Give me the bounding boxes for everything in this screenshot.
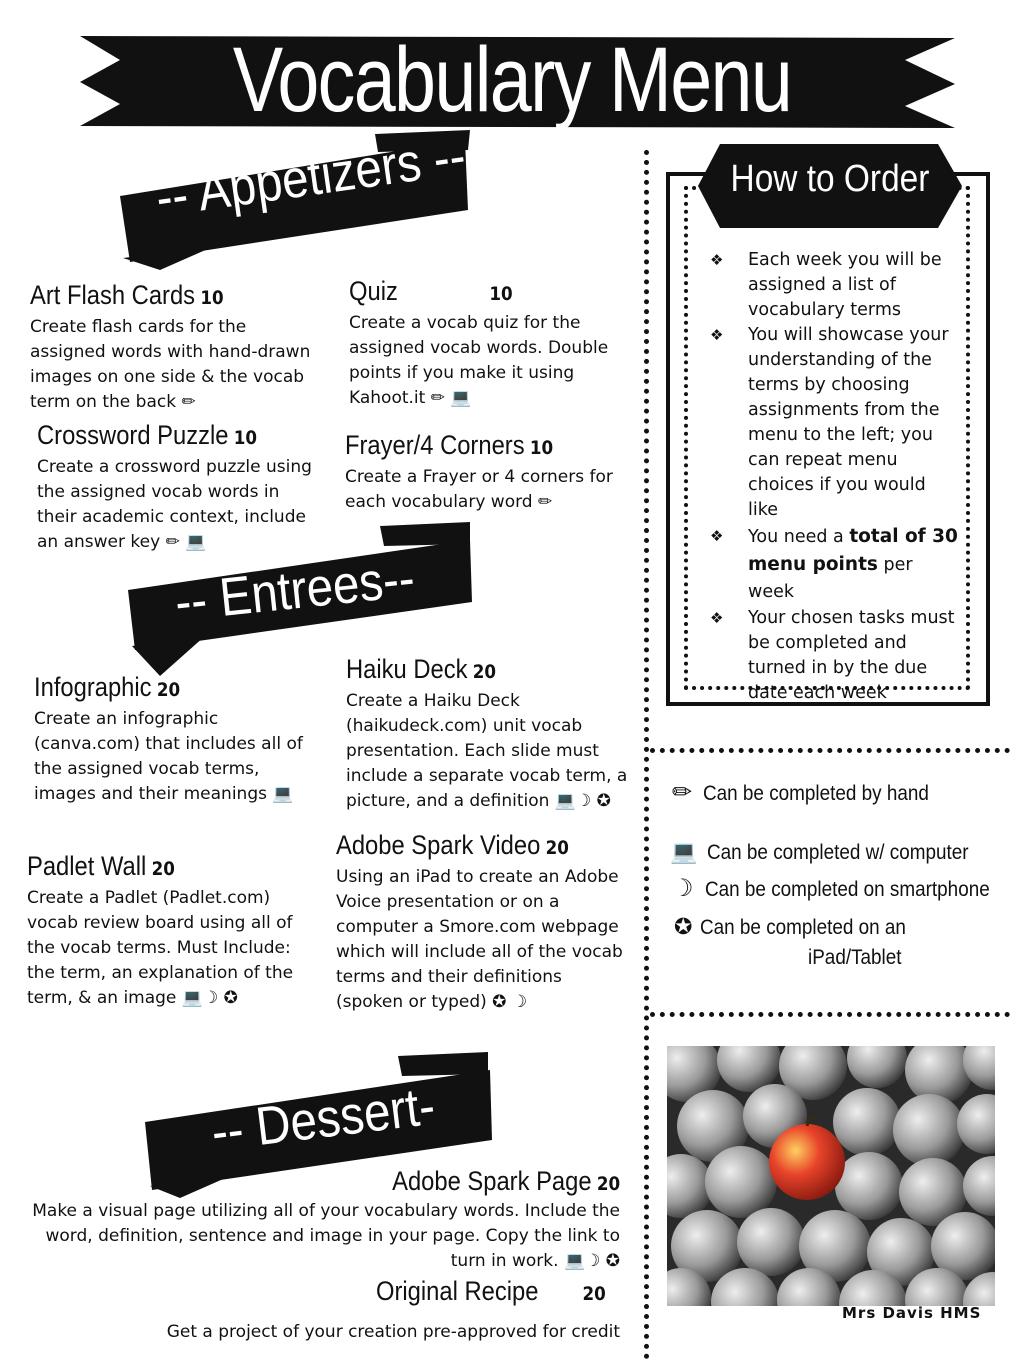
item-title: Haiku Deck [346,654,468,684]
how-to-order-label-shape [0,0,1024,240]
vertical-divider [644,150,649,1360]
item-title: Art Flash Cards [30,280,196,310]
diamond-bullet-icon: ❖ [710,251,724,269]
item-points: 20 [472,661,497,683]
item-title: Frayer/4 Corners [345,430,525,460]
item-desc: Create a vocab quiz for the assigned vocab words. Double points if you make it using Kahoot.it [349,313,609,408]
pencil-icon: ✏ [672,778,693,806]
hand-icon: ✏ [537,492,553,512]
diamond-bullet-icon: ❖ [710,527,724,545]
legend-ipad: ✪ Can be completed on an [674,915,906,940]
diamond-bullet-icon: ❖ [710,609,724,627]
ipad-phone-icon: ✪ ☽ [492,992,528,1012]
item-desc: Create an infographic (canva.com) that includes all of the assigned vocab terms, images and their meanings [34,709,303,804]
item-title: Infographic [34,672,152,702]
item-desc: Create a Frayer or 4 corners for each vocabulary word [345,467,613,512]
item-desc: Create flash cards for the assigned words with hand-drawn images on one side & the vocab term on the back [30,317,311,412]
item-desc: Using an iPad to create an Adobe Voice presentation or on a computer a Smore.com webpage which will include all of the vocab terms and their definitions (spoken or typed) [336,867,623,1012]
item-title: Padlet Wall [27,851,147,881]
how-to-order-item: ❖ You need a total of 30 menu points per week [702,523,958,606]
legend-smartphone: ☽ Can be completed on smartphone [672,874,990,902]
item-points: 10 [200,287,224,309]
tablet-icon: ✪ [674,915,693,940]
item-points: 20 [596,1173,620,1195]
computer-phone-ipad-icon: 💻☽ ✪ [181,988,238,1008]
hand-computer-icon: ✏ 💻 [430,388,472,408]
item-title: Original Recipe [376,1276,539,1306]
item-points: 20 [582,1283,606,1305]
red-apple [769,1124,845,1200]
item-points: 20 [156,679,181,701]
entrees-heading: -- Entrees-- [172,547,418,633]
dessert-heading: -- Dessert- [208,1075,439,1163]
apples-photo [667,1046,995,1306]
item-points: 20 [545,837,569,859]
item-original-recipe-desc: Get a project of your creation pre-approved for credit [166,1322,620,1342]
page-title: Vocabulary Menu [232,29,792,131]
item-desc: Make a visual page utilizing all of your vocabulary words. Include the word, definition, sentence and image in your page. Copy the link to turn in work. [32,1201,620,1271]
smartphone-icon: ☽ [672,874,694,902]
how-to-order-title: How to Order [730,158,930,200]
item-desc: Create a Haiku Deck (haikudeck.com) unit vocab presentation. Each slide must include a separate vocab term, a picture, and a definition [346,691,628,811]
hand-computer-icon: ✏ 💻 [165,532,207,552]
divider-legend-top [650,748,1010,753]
how-to-order-item: ❖ Your chosen tasks must be completed and turned in by the due date each week [710,608,955,703]
divider-legend-bottom [650,1012,1010,1017]
legend-computer: 💻 Can be completed w/ computer [670,840,969,865]
item-title: Adobe Spark Video [336,830,541,860]
item-points: 10 [233,427,258,449]
item-original-recipe-heading [376,1276,626,1307]
item-desc: Create a Padlet (Padlet.com) vocab review board using all of the vocab terms. Must Include: the term, an explanation of the term, & an image [27,888,294,1008]
item-desc: Create a crossword puzzle using the assigned vocab words in their academic context, include an answer key [37,457,312,552]
item-title: Adobe Spark Page [391,1166,592,1196]
how-to-order-item: ❖ Each week you will be assigned a list of vocabulary terms [710,250,942,320]
computer-icon: 💻 [272,784,294,804]
computer-phone-ipad-icon: 💻☽ ✪ [563,1251,620,1271]
item-points: 10 [529,437,554,459]
item-points: 20 [151,858,175,880]
diamond-bullet-icon: ❖ [710,326,724,344]
item-title: Crossword Puzzle [37,420,229,450]
computer-phone-ipad-icon: 💻☽ ✪ [554,791,611,811]
item-adobe-spark-page [30,1166,620,1274]
item-title: Quiz [349,276,398,306]
hand-icon: ✏ [181,392,196,412]
computer-icon: 💻 [670,840,698,865]
how-to-order-list [702,248,958,706]
legend-ipad-line2: iPad/Tablet [808,946,902,969]
credit-text: Mrs Davis HMS [842,1304,982,1322]
item-points: 10 [489,283,513,305]
appetizers-heading: -- Appetizers -- [152,125,470,229]
legend-hand: ✏ Can be completed by hand [672,778,930,806]
how-to-order-item: ❖ You will showcase your understanding of the terms by choosing assignments from the menu to the left; you can repeat menu choices if you would like [710,325,949,520]
